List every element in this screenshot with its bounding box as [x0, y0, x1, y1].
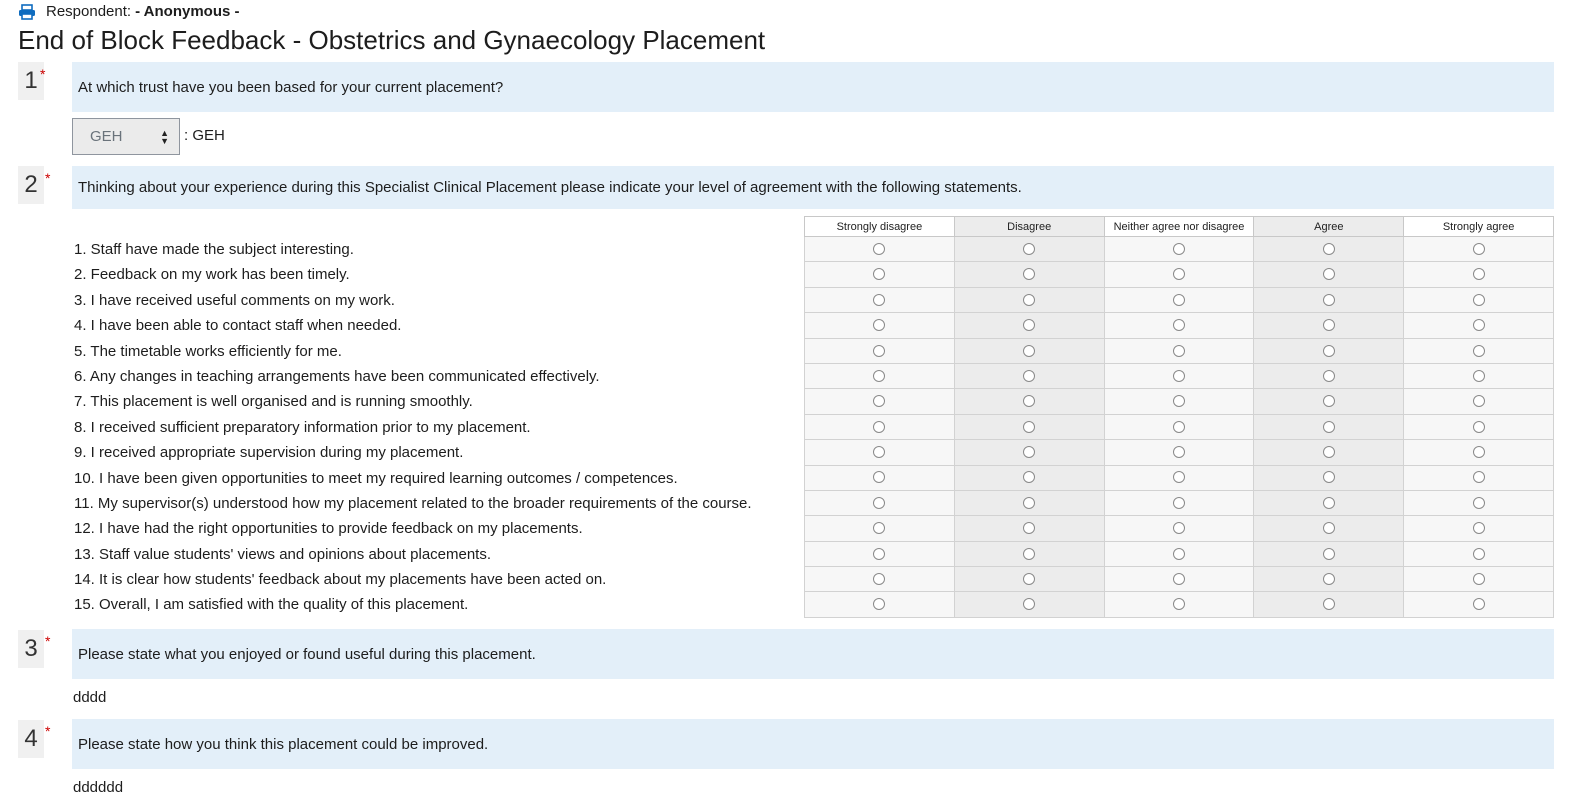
radio-strongly-agree-8[interactable]	[1473, 421, 1485, 433]
grid-cell	[1404, 541, 1554, 566]
statement-6: 6. Any changes in teaching arrangements have been communicated effectively.	[74, 367, 600, 385]
grid-cell	[1104, 389, 1254, 414]
radio-disagree-1[interactable]	[1023, 243, 1035, 255]
radio-agree-11[interactable]	[1323, 497, 1335, 509]
scale-header-disagree: Disagree	[954, 217, 1104, 237]
grid-row-2	[805, 262, 1554, 287]
grid-cell	[1104, 440, 1254, 465]
radio-neither-7[interactable]	[1173, 395, 1185, 407]
radio-strongly-agree-13[interactable]	[1473, 548, 1485, 560]
grid-cell	[1404, 567, 1554, 592]
radio-disagree-10[interactable]	[1023, 471, 1035, 483]
grid-row-1	[805, 237, 1554, 262]
grid-cell	[805, 287, 955, 312]
radio-disagree-2[interactable]	[1023, 268, 1035, 280]
radio-strongly-disagree-10[interactable]	[873, 471, 885, 483]
grid-cell	[1254, 465, 1404, 490]
grid-cell	[1404, 414, 1554, 439]
scale-header-strongly-agree: Strongly agree	[1404, 217, 1554, 237]
grid-row-13	[805, 541, 1554, 566]
respondent-line	[18, 3, 240, 21]
grid-cell	[1254, 338, 1404, 363]
grid-cell	[1104, 541, 1254, 566]
radio-neither-3[interactable]	[1173, 294, 1185, 306]
radio-strongly-agree-12[interactable]	[1473, 522, 1485, 534]
radio-agree-3[interactable]	[1323, 294, 1335, 306]
radio-neither-4[interactable]	[1173, 319, 1185, 331]
radio-neither-5[interactable]	[1173, 345, 1185, 357]
grid-cell	[805, 313, 955, 338]
grid-cell	[805, 541, 955, 566]
radio-neither-11[interactable]	[1173, 497, 1185, 509]
radio-disagree-9[interactable]	[1023, 446, 1035, 458]
radio-agree-10[interactable]	[1323, 471, 1335, 483]
radio-strongly-disagree-13[interactable]	[873, 548, 885, 560]
radio-strongly-agree-7[interactable]	[1473, 395, 1485, 407]
grid-cell	[954, 414, 1104, 439]
grid-row-8	[805, 414, 1554, 439]
grid-row-11	[805, 490, 1554, 515]
statement-13: 13. Staff value students' views and opinions about placements.	[74, 545, 492, 563]
statement-11: 11. My supervisor(s) understood how my placement related to the broader requirements of the course.	[74, 494, 752, 512]
grid-cell	[954, 338, 1104, 363]
radio-strongly-disagree-1[interactable]	[873, 243, 885, 255]
radio-disagree-12[interactable]	[1023, 522, 1035, 534]
grid-cell	[805, 567, 955, 592]
grid-row-12	[805, 516, 1554, 541]
statement-12: 12. I have had the right opportunities to provide feedback on my placements.	[74, 520, 583, 538]
statement-list	[74, 237, 752, 618]
grid-cell	[954, 465, 1104, 490]
grid-cell	[954, 237, 1104, 262]
radio-strongly-disagree-3[interactable]	[873, 294, 885, 306]
radio-agree-15[interactable]	[1323, 598, 1335, 610]
grid-cell	[1404, 338, 1554, 363]
page-title: End of Block Feedback - Obstetrics and Gynaecology Placement	[18, 25, 766, 55]
radio-strongly-disagree-4[interactable]	[873, 319, 885, 331]
statement-7: 7. This placement is well organised and is running smoothly.	[74, 393, 473, 411]
radio-disagree-6[interactable]	[1023, 370, 1035, 382]
grid-cell	[1104, 287, 1254, 312]
radio-disagree-13[interactable]	[1023, 548, 1035, 560]
grid-cell	[1104, 592, 1254, 617]
radio-agree-14[interactable]	[1323, 573, 1335, 585]
required-marker: *	[45, 723, 51, 739]
question-number-4: 4	[18, 720, 44, 758]
grid-cell	[954, 592, 1104, 617]
grid-header-row	[805, 217, 1554, 237]
grid-cell	[1254, 541, 1404, 566]
radio-agree-13[interactable]	[1323, 548, 1335, 560]
grid-row-9	[805, 440, 1554, 465]
statement-2: 2. Feedback on my work has been timely.	[74, 266, 350, 284]
grid-cell	[954, 363, 1104, 388]
radio-strongly-agree-9[interactable]	[1473, 446, 1485, 458]
scale-header-neither: Neither agree nor disagree	[1104, 217, 1254, 237]
grid-cell	[1404, 516, 1554, 541]
grid-cell	[1404, 465, 1554, 490]
radio-agree-12[interactable]	[1323, 522, 1335, 534]
grid-cell	[1104, 490, 1254, 515]
trust-selected-value: : GEH	[184, 127, 225, 144]
grid-cell	[1104, 465, 1254, 490]
radio-strongly-agree-5[interactable]	[1473, 345, 1485, 357]
grid-cell	[805, 490, 955, 515]
statement-15: 15. Overall, I am satisfied with the quality of this placement.	[74, 596, 469, 614]
radio-strongly-disagree-8[interactable]	[873, 421, 885, 433]
grid-cell	[805, 389, 955, 414]
grid-cell	[954, 490, 1104, 515]
grid-row-10	[805, 465, 1554, 490]
grid-cell	[1404, 490, 1554, 515]
grid-cell	[1254, 262, 1404, 287]
radio-strongly-agree-2[interactable]	[1473, 268, 1485, 280]
radio-disagree-4[interactable]	[1023, 319, 1035, 331]
radio-neither-6[interactable]	[1173, 370, 1185, 382]
radio-agree-4[interactable]	[1323, 319, 1335, 331]
trust-select-value: GEH	[90, 128, 123, 145]
grid-cell	[1404, 313, 1554, 338]
grid-cell	[1104, 414, 1254, 439]
grid-row-6	[805, 363, 1554, 388]
radio-disagree-3[interactable]	[1023, 294, 1035, 306]
question-text-3: Please state what you enjoyed or found useful during this placement.	[72, 629, 1554, 679]
grid-cell	[1404, 440, 1554, 465]
radio-disagree-14[interactable]	[1023, 573, 1035, 585]
grid-row-4	[805, 313, 1554, 338]
grid-cell	[954, 287, 1104, 312]
grid-cell	[1254, 389, 1404, 414]
radio-strongly-disagree-15[interactable]	[873, 598, 885, 610]
grid-cell	[1404, 262, 1554, 287]
grid-cell	[1254, 363, 1404, 388]
grid-cell	[1254, 592, 1404, 617]
grid-cell	[954, 262, 1104, 287]
radio-agree-5[interactable]	[1323, 345, 1335, 357]
radio-strongly-disagree-9[interactable]	[873, 446, 885, 458]
statement-1: 1. Staff have made the subject interesting.	[74, 241, 354, 258]
radio-strongly-disagree-12[interactable]	[873, 522, 885, 534]
radio-strongly-disagree-14[interactable]	[873, 573, 885, 585]
radio-strongly-agree-15[interactable]	[1473, 598, 1485, 610]
radio-strongly-disagree-11[interactable]	[873, 497, 885, 509]
grid-cell	[805, 363, 955, 388]
radio-disagree-15[interactable]	[1023, 598, 1035, 610]
grid-cell	[954, 567, 1104, 592]
grid-cell	[805, 592, 955, 617]
radio-strongly-agree-6[interactable]	[1473, 370, 1485, 382]
respondent-value: - Anonymous -	[135, 3, 240, 20]
radio-disagree-7[interactable]	[1023, 395, 1035, 407]
grid-row-7	[805, 389, 1554, 414]
printer-icon[interactable]	[18, 4, 36, 20]
radio-neither-8[interactable]	[1173, 421, 1185, 433]
statement-3: 3. I have received useful comments on my work.	[74, 291, 395, 309]
question-number-3: 3	[18, 630, 44, 668]
grid-cell	[1254, 414, 1404, 439]
question-number-2: 2	[18, 166, 44, 204]
radio-neither-10[interactable]	[1173, 471, 1185, 483]
radio-neither-12[interactable]	[1173, 522, 1185, 534]
grid-cell	[1254, 567, 1404, 592]
radio-neither-13[interactable]	[1173, 548, 1185, 560]
grid-cell	[805, 414, 955, 439]
radio-neither-9[interactable]	[1173, 446, 1185, 458]
grid-cell	[1104, 567, 1254, 592]
answer-q3: dddd	[73, 689, 107, 706]
radio-neither-15[interactable]	[1173, 598, 1185, 610]
grid-cell	[805, 262, 955, 287]
grid-cell	[1254, 490, 1404, 515]
radio-strongly-agree-4[interactable]	[1473, 319, 1485, 331]
radio-agree-1[interactable]	[1323, 243, 1335, 255]
grid-cell	[954, 313, 1104, 338]
radio-strongly-agree-3[interactable]	[1473, 294, 1485, 306]
radio-disagree-8[interactable]	[1023, 421, 1035, 433]
grid-cell	[954, 516, 1104, 541]
grid-cell	[1104, 363, 1254, 388]
question-number-1: 1	[18, 62, 44, 100]
grid-cell	[805, 440, 955, 465]
grid-cell	[954, 541, 1104, 566]
grid-cell	[805, 465, 955, 490]
grid-cell	[1404, 237, 1554, 262]
grid-cell	[1404, 287, 1554, 312]
radio-strongly-agree-11[interactable]	[1473, 497, 1485, 509]
radio-agree-2[interactable]	[1323, 268, 1335, 280]
grid-cell	[1104, 237, 1254, 262]
radio-strongly-disagree-5[interactable]	[873, 345, 885, 357]
grid-cell	[1254, 287, 1404, 312]
grid-cell	[1254, 440, 1404, 465]
grid-cell	[1254, 313, 1404, 338]
question-text-1: At which trust have you been based for your current placement?	[72, 62, 1554, 112]
radio-strongly-agree-14[interactable]	[1473, 573, 1485, 585]
grid-cell	[1404, 363, 1554, 388]
grid-cell	[1254, 516, 1404, 541]
radio-strongly-disagree-2[interactable]	[873, 268, 885, 280]
grid-cell	[805, 237, 955, 262]
statement-14: 14. It is clear how students' feedback about my placements have been acted on.	[74, 571, 607, 589]
grid-cell	[1404, 389, 1554, 414]
grid-cell	[805, 516, 955, 541]
radio-agree-8[interactable]	[1323, 421, 1335, 433]
agreement-grid	[804, 216, 1554, 618]
question-text-4: Please state how you think this placement could be improved.	[72, 719, 1554, 769]
grid-cell	[1104, 262, 1254, 287]
question-text-2: Thinking about your experience during this Specialist Clinical Placement please indicate your level of agreement with the following statements.	[72, 166, 1554, 209]
grid-cell	[805, 338, 955, 363]
answer-q4: dddddd	[73, 779, 124, 796]
grid-row-14	[805, 567, 1554, 592]
grid-cell	[954, 440, 1104, 465]
required-marker: *	[45, 170, 51, 186]
statement-9: 9. I received appropriate supervision during my placement.	[74, 444, 464, 462]
grid-cell	[1104, 313, 1254, 338]
select-arrows-icon: ▲ ▼	[160, 128, 169, 146]
required-marker: *	[45, 633, 51, 649]
scale-header-agree: Agree	[1254, 217, 1404, 237]
radio-strongly-disagree-7[interactable]	[873, 395, 885, 407]
scale-header-strongly-disagree: Strongly disagree	[805, 217, 955, 237]
grid-cell	[1254, 237, 1404, 262]
grid-row-3	[805, 287, 1554, 312]
radio-neither-14[interactable]	[1173, 573, 1185, 585]
radio-strongly-agree-10[interactable]	[1473, 471, 1485, 483]
radio-disagree-5[interactable]	[1023, 345, 1035, 357]
statement-5: 5. The timetable works efficiently for me.	[74, 342, 342, 360]
grid-cell	[1104, 338, 1254, 363]
radio-agree-9[interactable]	[1323, 446, 1335, 458]
statement-10: 10. I have been given opportunities to meet my required learning outcomes / competences.	[74, 469, 678, 487]
grid-row-15	[805, 592, 1554, 617]
radio-agree-6[interactable]	[1323, 370, 1335, 382]
radio-agree-7[interactable]	[1323, 395, 1335, 407]
radio-disagree-11[interactable]	[1023, 497, 1035, 509]
grid-row-5	[805, 338, 1554, 363]
radio-strongly-disagree-6[interactable]	[873, 370, 885, 382]
grid-cell	[1104, 516, 1254, 541]
grid-cell	[954, 389, 1104, 414]
statement-4: 4. I have been able to contact staff when needed.	[74, 317, 402, 335]
radio-strongly-agree-1[interactable]	[1473, 243, 1485, 255]
radio-neither-1[interactable]	[1173, 243, 1185, 255]
required-marker: *	[40, 66, 46, 82]
trust-select[interactable]	[72, 118, 180, 155]
respondent-label: Respondent:	[46, 3, 132, 20]
grid-cell	[1404, 592, 1554, 617]
statement-8: 8. I received sufficient preparatory information prior to my placement.	[74, 418, 531, 436]
radio-neither-2[interactable]	[1173, 268, 1185, 280]
